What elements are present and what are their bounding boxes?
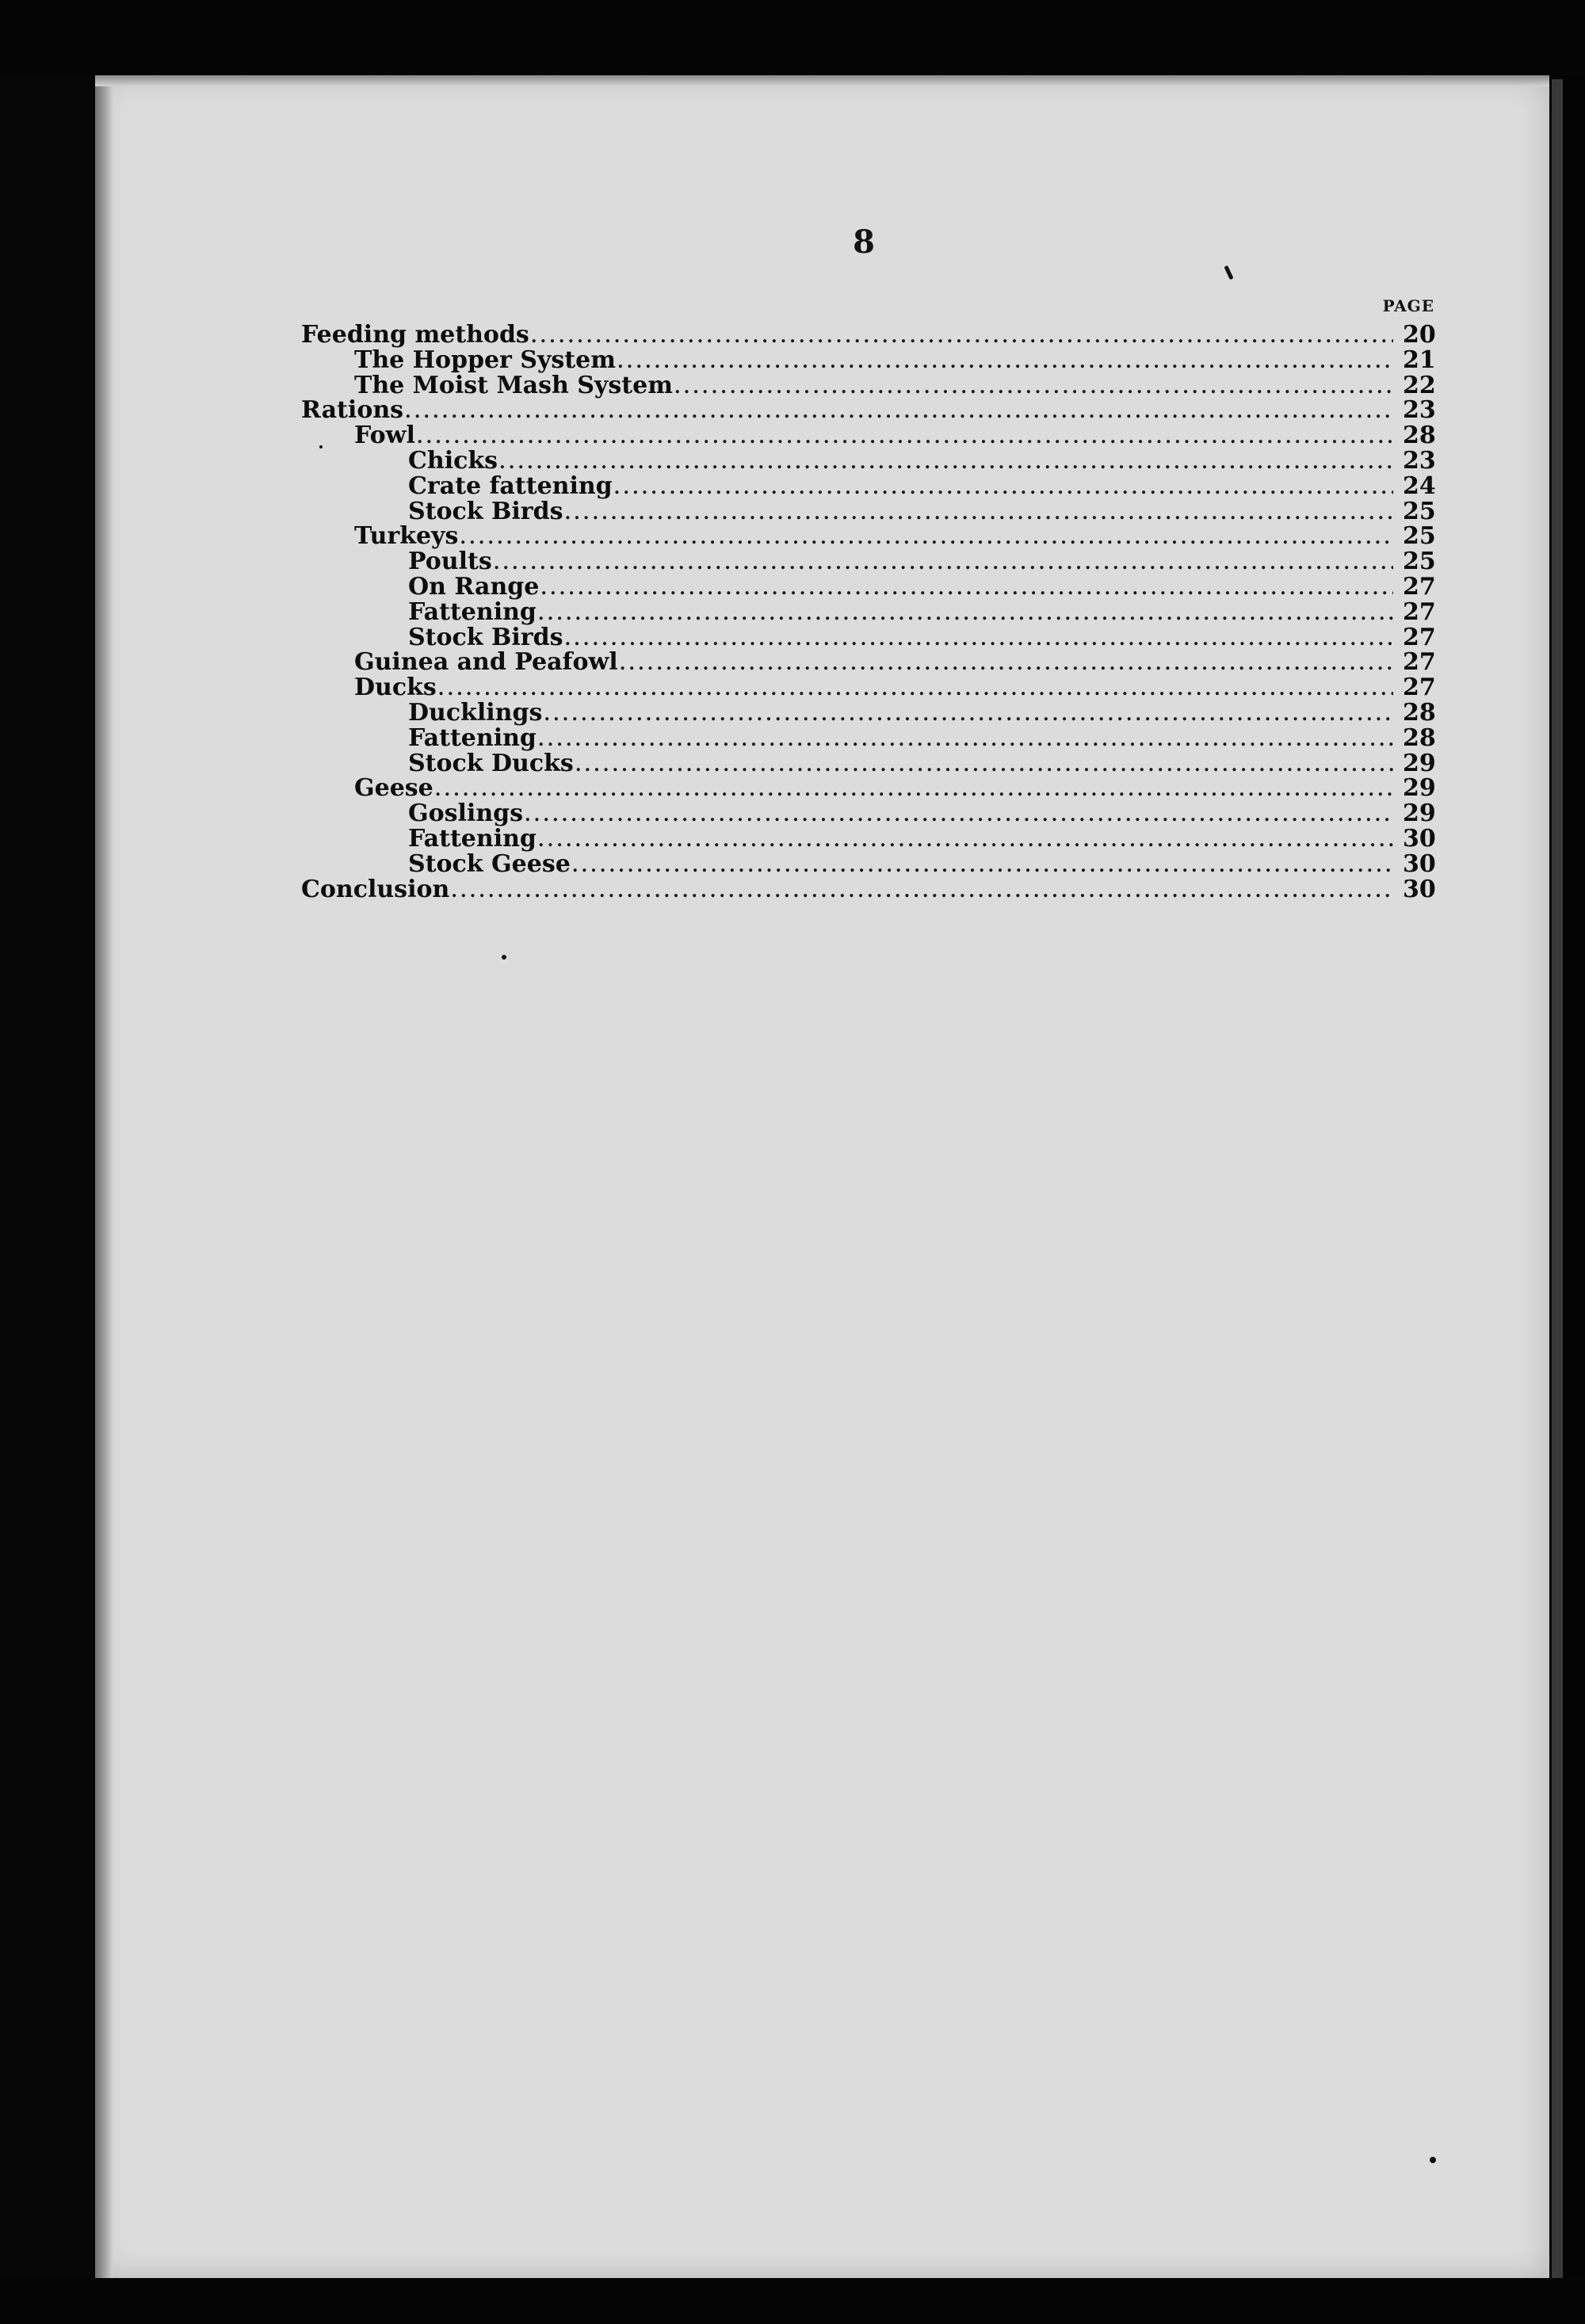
toc-entry-title: Crate fattening [408,471,613,500]
toc-entry-page: 30 [1403,824,1436,853]
scan-speck [319,445,323,448]
scan-border-bottom [0,2278,1585,2324]
toc-entry-title: Stock Geese [408,849,571,878]
toc-dot-leader [405,400,1393,425]
page-binding-edge [95,75,113,2278]
toc-entry [301,849,1436,878]
toc-entry-page: 24 [1403,471,1436,500]
toc-entry [301,499,1434,525]
toc-dot-leader [417,425,1393,451]
toc-entry-page: 27 [1403,597,1436,626]
toc-entry-title: Fattening [408,824,537,853]
toc-entry [301,826,1434,852]
toc-dot-leader [451,880,1393,905]
toc-entry [301,801,1434,826]
toc-dot-leader [564,502,1393,527]
toc-entry-title: Rations [301,396,404,425]
toc-entry-page: 28 [1403,698,1436,727]
toc-entry [301,373,1434,399]
toc-entry [301,345,1436,374]
toc-entry-page: 25 [1403,497,1436,525]
toc-dot-leader [460,526,1393,551]
toc-entry-title: Poults [408,548,492,576]
toc-dot-leader [575,754,1393,779]
toc-entry-page: 21 [1403,345,1436,374]
toc-dot-leader [494,551,1393,577]
toc-dot-leader [544,703,1393,728]
toc-entry-title: Conclusion [301,875,450,903]
toc-entry-page: 27 [1403,674,1436,702]
toc-entry-title: Stock Ducks [408,749,574,777]
toc-entry [301,322,1434,348]
toc-dot-leader [540,577,1393,602]
toc-entry [301,549,1434,574]
toc-entry-title: Ducks [354,674,437,702]
toc-entry-page: 29 [1403,774,1436,803]
scan-border-top [0,0,1585,75]
toc-entry-page: 25 [1403,548,1436,576]
toc-entry-title: Goslings [408,799,523,828]
toc-dot-leader [538,728,1393,754]
toc-entry-title: Ducklings [408,698,543,727]
toc-entry-title: The Moist Mash System [354,371,673,399]
toc-entry-page: 28 [1403,422,1436,450]
toc-entry-page: 30 [1403,875,1436,903]
toc-dot-leader [538,602,1393,628]
toc-entry-title: Turkeys [354,522,459,551]
toc-entry-page: 27 [1403,623,1436,651]
toc-dot-leader [614,476,1393,502]
toc-entry [301,675,1434,700]
toc-entry-title: Stock Birds [408,623,563,651]
toc-dot-leader [564,628,1393,653]
toc-entry [301,751,1434,777]
toc-entry-title: Guinea and Peafowl [354,648,618,677]
toc-entry-page: 23 [1403,446,1436,475]
toc-dot-leader [435,778,1393,803]
toc-entry [301,524,1434,549]
toc-entry [301,423,1434,448]
toc-entry-page: 23 [1403,396,1436,425]
toc-dot-leader [525,803,1393,829]
toc-dot-leader [620,652,1393,677]
toc-entry [301,877,1434,903]
toc-entry-title: Stock Birds [408,497,563,525]
toc-dot-leader [538,829,1393,854]
scan-speck [502,955,506,960]
toc-dot-leader [617,350,1393,376]
toc-entry-title: Chicks [408,446,498,475]
toc-entry-page: 22 [1403,371,1436,399]
toc-dot-leader [438,677,1393,703]
toc-entry-page: 20 [1403,321,1436,349]
toc-dot-leader [499,451,1393,476]
toc-entry [301,650,1434,675]
toc-entry [301,574,1434,600]
toc-entry [301,700,1434,726]
toc-entry-page: 27 [1403,572,1436,601]
toc-dot-leader [674,376,1393,401]
toc-entry-page: 30 [1403,849,1436,878]
toc-entry [301,471,1436,500]
toc-entry [301,776,1434,801]
toc-entry-title: Fowl [354,422,415,450]
scan-speck [1430,2157,1436,2163]
toc-entry-page: 28 [1403,723,1436,752]
toc-entry [301,723,1436,752]
toc-entry-title: The Hopper System [354,345,616,374]
adjacent-page-edge [1552,79,1563,2290]
page-top-edge [95,75,1549,86]
toc-entry [301,597,1436,626]
toc-entry-title: On Range [408,572,540,601]
toc-dot-leader [572,854,1393,880]
toc-entry-title: Feeding methods [301,321,529,349]
toc-entry-page: 25 [1403,522,1436,551]
toc-entry-page: 27 [1403,648,1436,677]
toc-entry [301,448,1434,474]
table-of-contents [301,322,1434,902]
page-number: 8 [853,223,875,261]
toc-entry-title: Geese [354,774,433,803]
toc-entry [301,625,1434,651]
toc-entry-title: Fattening [408,597,537,626]
toc-dot-leader [531,325,1393,350]
toc-entry [301,398,1434,423]
toc-entry-title: Fattening [408,723,537,752]
toc-entry-page: 29 [1403,749,1436,777]
toc-page-column-header: PAGE [1382,296,1434,315]
toc-entry-page: 29 [1403,799,1436,828]
